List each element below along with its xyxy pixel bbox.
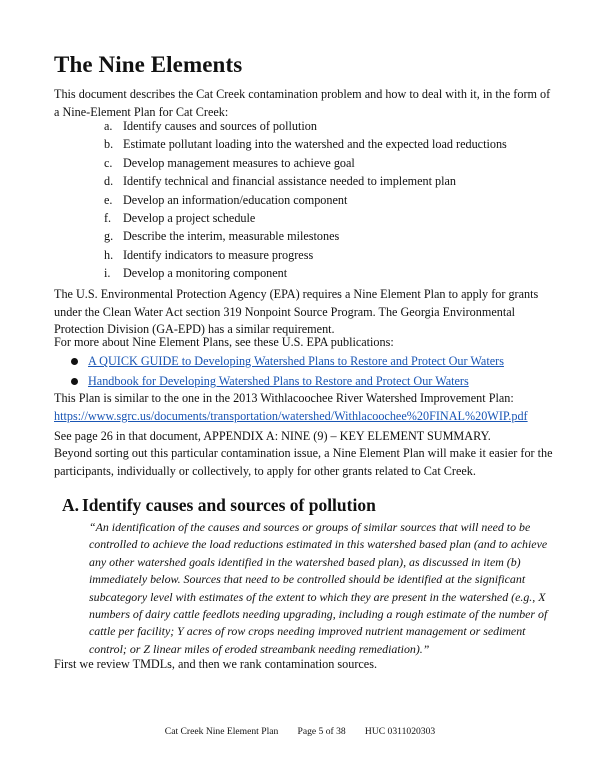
list-item	[104, 154, 507, 172]
publication-list	[68, 351, 504, 391]
list-item-text: Identify technical and financial assistance needed to implement plan	[123, 174, 456, 189]
footer-huc: HUC 0311020303	[364, 726, 436, 737]
list-item	[68, 351, 504, 371]
section-a-followup: First we review TMDLs, and then we rank contamination sources.	[54, 657, 378, 671]
list-marker: f.	[104, 210, 112, 225]
list-item-text: Identify causes and sources of pollution	[123, 119, 317, 133]
quick-guide-link[interactable]: A QUICK GUIDE to Developing Watershed Plans to Restore and Protect Our Waters	[88, 354, 504, 368]
section-a-heading	[62, 495, 376, 516]
list-item-text: Estimate pollutant loading into the watershed and the expected load reductions	[123, 137, 507, 152]
section-letter: A.	[62, 495, 80, 515]
list-marker: b.	[104, 137, 114, 152]
bullet-icon	[71, 358, 78, 365]
list-item	[104, 172, 507, 190]
section-a-quote: “An identification of the causes and sources or groups of similar sources that will need to be controlled to achieve the load reductions estimated in this watershed based plan (and to achieve any other watershed goals identified in the watershed based plan), as discussed in item (b) immediately below. Sources that need to be controlled should be identified at the significant subcategory level with estimates of the extent to which they are present in the watershed (e.g., X numbers of dairy cattle feedlots needing upgrading, including a rough estimate of the number of cattle per facility; Y acres of row crops needing improved nutrient management or sediment control; or Z linear miles of eroded streambank needing remediation).”	[89, 520, 548, 656]
list-item	[104, 135, 507, 153]
withlacoochee-plan-link[interactable]: https://www.sgrc.us/documents/transportation/watershed/Withlacoochee%20FINAL%20WIP.pdf	[54, 409, 528, 423]
more-info-paragraph: For more about Nine Element Plans, see these U.S. EPA publications:	[54, 335, 394, 349]
list-item-text: Describe the interim, measurable milestones	[123, 229, 340, 244]
footer-title: Cat Creek Nine Element Plan	[164, 726, 279, 737]
list-item-text: Identify indicators to measure progress	[123, 247, 314, 262]
epa-paragraph: The U.S. Environmental Protection Agency (EPA) requires a Nine Element Plan to apply for grants under the Clean Water Act section 319 Nonpoint Source Program. The Georgia Environmental Protection Division (GA-EPD) has a similar requirement.	[54, 287, 539, 336]
footer-page-number: Page 5 of 38	[297, 726, 346, 737]
list-marker: h.	[104, 247, 114, 262]
list-item-text: Develop a monitoring component	[123, 266, 288, 281]
list-marker: g.	[104, 229, 114, 244]
list-item-text: Develop management measures to achieve goal	[123, 155, 355, 170]
list-item-text: Develop a project schedule	[123, 210, 256, 225]
list-item	[104, 264, 507, 282]
intro-paragraph: This document describes the Cat Creek contamination problem and how to deal with it, in the form of a Nine-Element Plan for Cat Creek:	[54, 87, 551, 119]
list-item	[104, 191, 507, 209]
handbook-link[interactable]: Handbook for Developing Watershed Plans to Restore and Protect Our Waters	[88, 374, 469, 388]
list-item	[104, 117, 507, 135]
page-title: The Nine Elements	[54, 52, 243, 77]
list-marker: e.	[104, 192, 113, 207]
list-item	[104, 227, 507, 245]
nine-elements-list	[104, 117, 507, 283]
list-item	[104, 209, 507, 227]
list-marker: d.	[104, 174, 114, 189]
list-item-text: Develop an information/education component	[123, 192, 348, 207]
similar-plan-paragraph: This Plan is similar to the one in the 2013 Withlacoochee River Watershed Improvement Plan:	[54, 391, 514, 405]
list-item	[68, 371, 504, 391]
beyond-paragraph: Beyond sorting out this particular contamination issue, a Nine Element Plan will make it easier for the participants, individually or collectively, to apply for other grants related to Cat Creek.	[54, 446, 553, 478]
page-footer	[0, 726, 600, 737]
bullet-icon	[71, 378, 78, 385]
list-marker: i.	[104, 266, 111, 281]
list-marker: a.	[104, 119, 113, 133]
list-marker: c.	[104, 155, 113, 170]
section-title: Identify causes and sources of pollution	[82, 495, 376, 515]
list-item	[104, 246, 507, 264]
see-page-paragraph: See page 26 in that document, APPENDIX A: NINE (9) – KEY ELEMENT SUMMARY.	[54, 429, 491, 443]
